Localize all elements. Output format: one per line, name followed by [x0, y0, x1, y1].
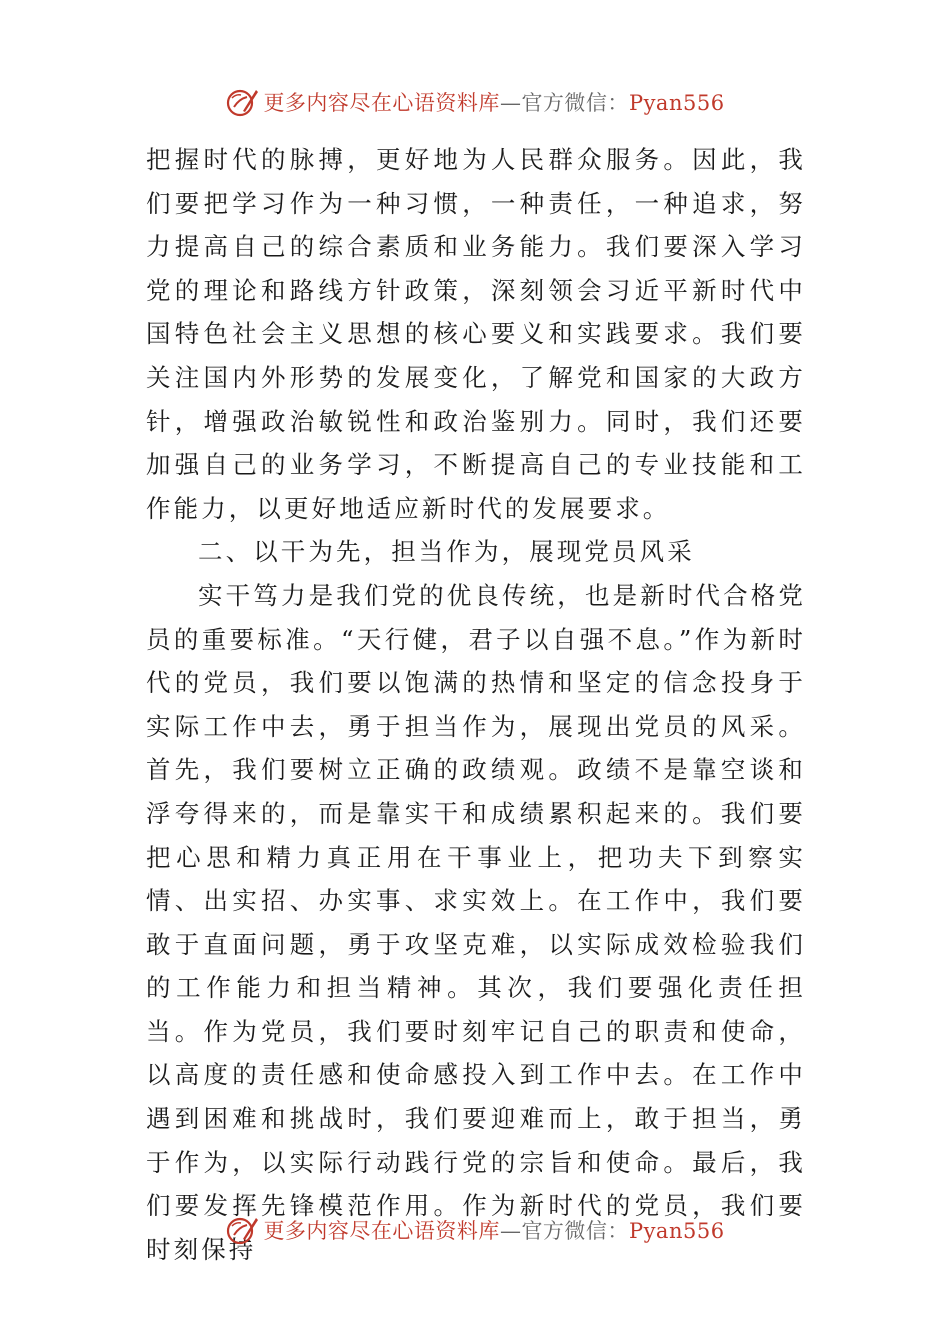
paragraph: 实干笃力是我们党的优良传统，也是新时代合格党员的重要标准。“天行健，君子以自强不息。”作为新时代的党员，我们要以饱满的热情和坚定的信念投身于实际工作中去，勇于担当作为，展现出党员的风采。首先，我们要树立正确的政绩观。政绩不是靠空谈和浮夸得来的，而是靠实干和成绩累积起来的。我们要把心思和精力真正用在干事业上，把功夫下到察实情、出实招、办实事、求实效上。在工作中，我们要敢于直面问题，勇于攻坚克难，以实际成效检验我们的工作能力和担当精神。其次，我们要强化责任担当。作为党员，我们要时刻牢记自己的职责和使命，以高度的责任感和使命感投入到工作中去。在工作中遇到困难和挑战时，我们要迎难而上，敢于担当，勇于作为，以实际行动践行党的宗旨和使命。最后，我们要发挥先锋模范作用。作为新时代的党员，我们要时刻保持 — [146, 580, 806, 1264]
pen-logo-icon — [225, 85, 259, 119]
header-banner — [0, 82, 950, 122]
document-body — [146, 138, 806, 1271]
header-banner-text: 更多内容尽在心语资料库—官方微信：Pyan556 — [263, 91, 725, 115]
footer-banner-text: 更多内容尽在心语资料库—官方微信：Pyan556 — [263, 1219, 725, 1243]
paragraph-continued: 把握时代的脉搏，更好地为人民群众服务。因此，我们要把学习作为一种习惯，一种责任，一种追求，努力提高自己的综合素质和业务能力。我们要深入学习党的理论和路线方针政策，深刻领会习近平新时代中国特色社会主义思想的核心要义和实践要求。我们要关注国内外形势的发展变化，了解党和国家的大政方针，增强政治敏锐性和政治鉴别力。同时，我们还要加强自己的业务学习，不断提高自己的专业技能和工作能力，以更好地适应新时代的发展要求。 — [146, 145, 806, 523]
pen-logo-icon — [225, 1213, 259, 1247]
section-heading: 二、以干为先，担当作为，展现党员风采 — [198, 537, 695, 567]
footer-banner — [0, 1210, 950, 1250]
